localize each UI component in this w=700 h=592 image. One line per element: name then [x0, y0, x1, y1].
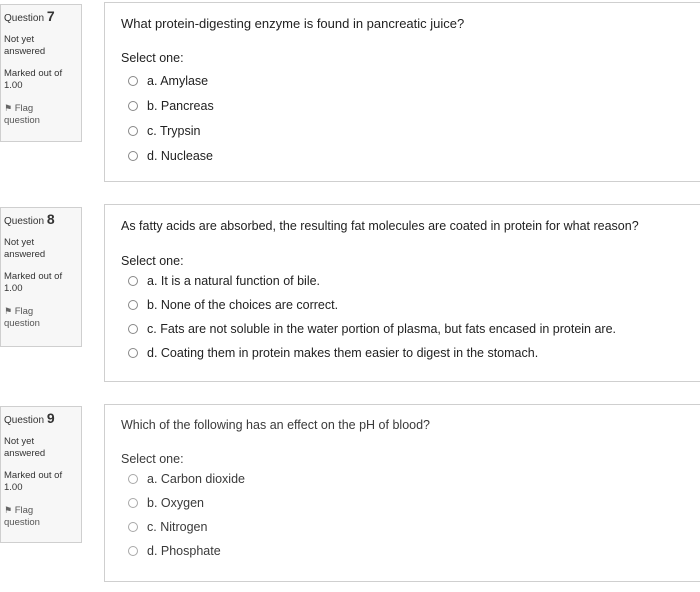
flag-label: Flag question: [4, 306, 40, 329]
answer-option-a[interactable]: a. Amylase: [121, 68, 700, 93]
flag-icon: ⚑: [4, 103, 13, 113]
answer-option-b[interactable]: b. Pancreas: [121, 93, 700, 118]
flag-label: Flag question: [4, 505, 40, 528]
flag-question-link[interactable]: [4, 102, 64, 127]
question-info-panel: [0, 4, 82, 142]
answer-option-c[interactable]: c. Trypsin: [121, 118, 700, 143]
radio-button[interactable]: [128, 522, 138, 532]
question-state: Not yet answered: [4, 237, 46, 260]
question-content: [104, 204, 700, 382]
radio-button[interactable]: [128, 101, 138, 111]
question-number-value: 9: [46, 410, 55, 426]
question-text: Which of the following has an effect on the pH of blood?: [121, 418, 430, 432]
answer-option-d[interactable]: d. Nuclease: [121, 143, 700, 168]
question-info-panel: [0, 207, 82, 347]
radio-button[interactable]: [128, 546, 138, 556]
flag-question-link[interactable]: [4, 504, 64, 529]
answer-option-a[interactable]: a. It is a natural function of bile.: [121, 269, 700, 293]
question-info-panel: [0, 406, 82, 543]
question-state: Not yet answered: [4, 436, 46, 459]
question-grade: Marked out of 1.00: [4, 470, 63, 493]
radio-button[interactable]: [128, 300, 138, 310]
question-label: Question: [4, 13, 45, 24]
radio-button[interactable]: [128, 126, 138, 136]
question-number-value: 7: [46, 8, 55, 24]
answer-option-d[interactable]: d. Coating them in protein makes them easier to digest in the stomach.: [121, 341, 700, 365]
radio-button[interactable]: [128, 276, 138, 286]
question-number: [4, 9, 79, 26]
radio-button[interactable]: [128, 151, 138, 161]
flag-label: Flag question: [4, 103, 40, 126]
select-one-prompt: Select one:: [121, 452, 184, 466]
question-number: [4, 212, 79, 229]
answer-option-b[interactable]: b. Oxygen: [121, 491, 700, 515]
answer-list: [121, 68, 700, 168]
answer-list: [121, 467, 700, 563]
question-grade: Marked out of 1.00: [4, 271, 63, 294]
answer-option-a[interactable]: a. Carbon dioxide: [121, 467, 700, 491]
select-one-prompt: Select one:: [121, 51, 184, 65]
select-one-prompt: Select one:: [121, 254, 184, 268]
radio-button[interactable]: [128, 474, 138, 484]
question-number: [4, 411, 79, 428]
radio-button[interactable]: [128, 324, 138, 334]
question-number-value: 8: [46, 211, 55, 227]
question-grade: Marked out of 1.00: [4, 68, 63, 91]
answer-option-c[interactable]: c. Nitrogen: [121, 515, 700, 539]
radio-button[interactable]: [128, 498, 138, 508]
radio-button[interactable]: [128, 348, 138, 358]
answer-option-c[interactable]: c. Fats are not soluble in the water portion of plasma, but fats encased in protein are.: [121, 317, 700, 341]
question-content: [104, 2, 700, 182]
answer-option-b[interactable]: b. None of the choices are correct.: [121, 293, 700, 317]
question-text: What protein-digesting enzyme is found in pancreatic juice?: [121, 16, 465, 31]
flag-question-link[interactable]: [4, 305, 64, 330]
radio-button[interactable]: [128, 76, 138, 86]
answer-list: [121, 269, 700, 365]
question-text: As fatty acids are absorbed, the resulting fat molecules are coated in protein for what reason?: [121, 219, 639, 233]
flag-icon: ⚑: [4, 505, 13, 515]
answer-option-d[interactable]: d. Phosphate: [121, 539, 700, 563]
flag-icon: ⚑: [4, 306, 13, 316]
question-state: Not yet answered: [4, 34, 46, 57]
question-label: Question: [4, 216, 45, 227]
question-label: Question: [4, 415, 45, 426]
question-content: [104, 404, 700, 582]
